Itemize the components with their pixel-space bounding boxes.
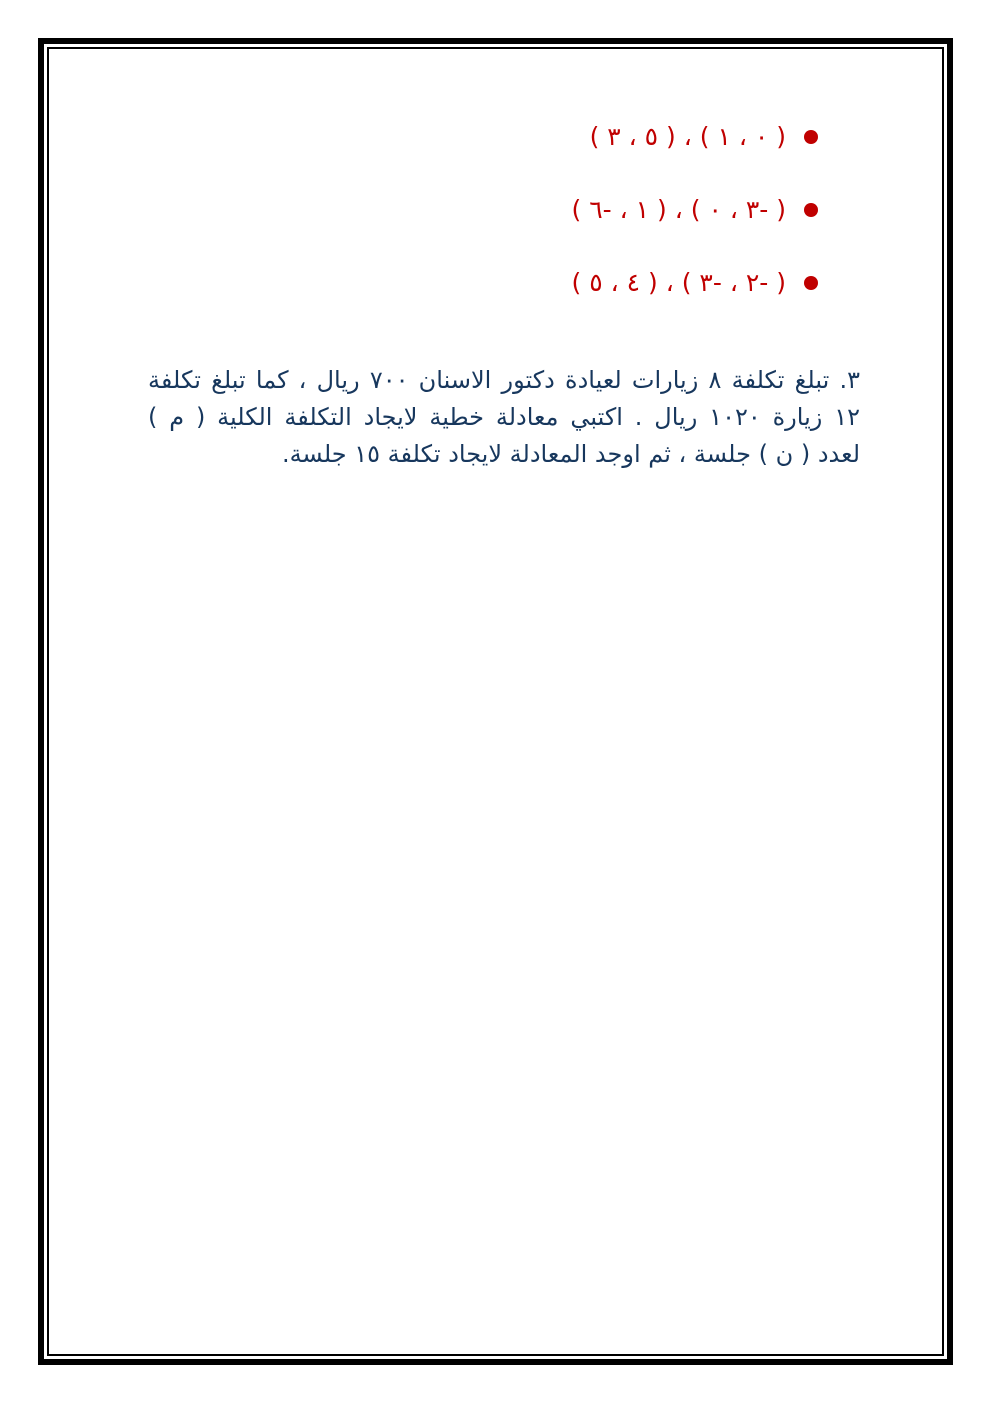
bullet-icon	[804, 203, 818, 217]
problem-line-2: ١٢ زيارة ١٠٢٠ ريال . اكتبي معادلة خطية لايجاد التكلفة الكلية ( م )	[148, 403, 860, 431]
list-item	[572, 121, 818, 153]
problem-statement	[148, 362, 860, 473]
coordinate-pair-text: ( ٣ ، ٥ ) ، ( ١ ، ٠ )	[589, 122, 786, 151]
problem-line-1: ٣. تبلغ تكلفة ٨ زيارات لعيادة دكتور الاسنان ٧٠٠ ريال ، كما تبلغ تكلفة	[148, 366, 860, 394]
bullet-icon	[804, 276, 818, 290]
coordinate-pair-text: ( ٦- ، ١ ) ، ( ٠ ، ٣- )	[571, 195, 786, 224]
problem-line-3: لعدد ( ن ) جلسة ، ثم اوجد المعادلة لايجاد تكلفة ١٥ جلسة.	[281, 440, 860, 468]
coordinate-bullet-list	[572, 121, 818, 340]
bullet-icon	[804, 130, 818, 144]
list-item	[572, 267, 818, 299]
coordinate-pair-text: ( ٥ ، ٤ ) ، ( ٣- ، ٢- )	[571, 268, 786, 297]
list-item	[572, 194, 818, 226]
